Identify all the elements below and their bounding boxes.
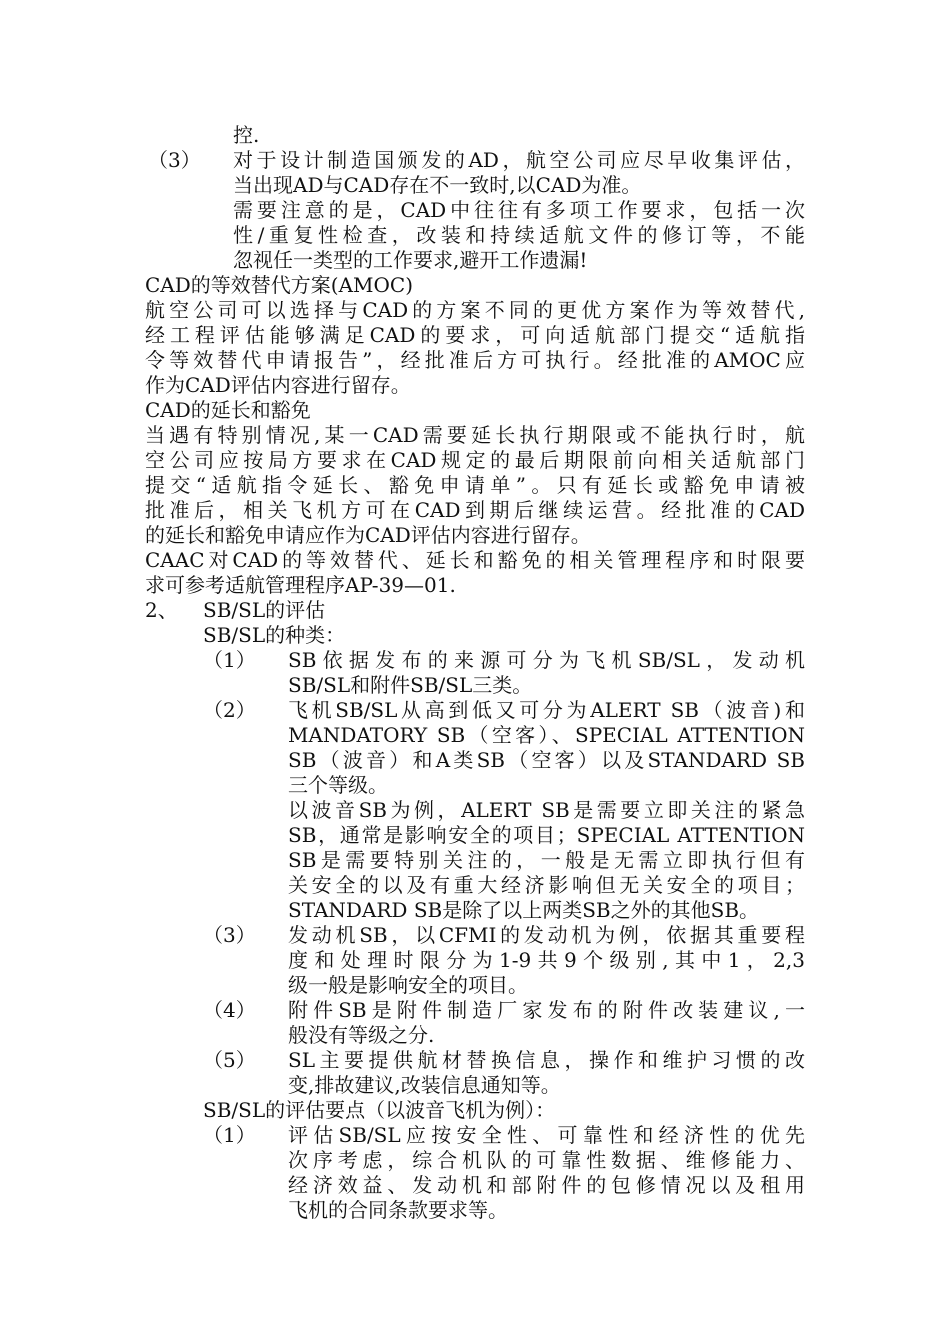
text-line: 令等效替代申请报告”，经批准后方可执行。经批准的AMOC应: [145, 348, 805, 372]
text-line: 度和处理时限分为1-9共9个级别,其中1，2,3: [288, 948, 805, 972]
text-line: 评估SB/SL应按安全性、可靠性和经济性的优先: [288, 1123, 805, 1147]
text-line: 般没有等级之分.: [288, 1023, 435, 1047]
text-line: 航空公司可以选择与CAD的方案不同的更优方案作为等效替代,: [145, 298, 805, 322]
text-line: CAAC对CAD的等效替代、延长和豁免的相关管理程序和时限要: [145, 548, 805, 572]
section-number: 2、: [145, 598, 178, 622]
text-line: 飞机的合同条款要求等。: [288, 1198, 508, 1222]
text-line: STANDARD SB是除了以上两类SB之外的其他SB。: [288, 898, 760, 922]
item-number: （5）: [203, 1048, 256, 1072]
section-heading: CAD的延长和豁免: [145, 398, 311, 422]
text-line: 控.: [233, 123, 260, 147]
text-line: 飞机SB/SL从高到低又可分为ALERT SB（波音)和: [288, 698, 805, 722]
text-line: 当出现AD与CAD存在不一致时,以CAD为准。: [233, 173, 642, 197]
text-line: SL主要提供航材替换信息，操作和维护习惯的改: [288, 1048, 805, 1072]
section-heading: SB/SL的评估: [203, 598, 326, 622]
subsection-heading: SB/SL的种类：: [203, 623, 346, 647]
text-line: 求可参考适航管理程序AP-39—01.: [145, 573, 456, 597]
text-line: 批准后，相关飞机方可在CAD到期后继续运营。经批准的CAD: [145, 498, 805, 522]
text-line: 忽视任一类型的工作要求,避开工作遗漏!: [233, 248, 588, 272]
section-heading: CAD的等效替代方案(AMOC): [145, 273, 414, 297]
text-line: MANDATORY SB（空客）、SPECIAL ATTENTION: [288, 723, 805, 747]
text-line: 以波音SB为例，ALERT SB是需要立即关注的紧急: [288, 798, 805, 822]
text-line: 关安全的以及有重大经济影响但无关安全的项目；: [288, 873, 805, 897]
text-line: SB依据发布的来源可分为飞机SB/SL，发动机: [288, 648, 805, 672]
item-number: （1）: [203, 648, 256, 672]
text-line: 需要注意的是，CAD中往往有多项工作要求，包括一次: [233, 198, 805, 222]
text-line: 附件SB是附件制造厂家发布的附件改装建议,一: [288, 998, 805, 1022]
item-number: （2）: [203, 698, 256, 722]
text-line: 性/重复性检查，改装和持续适航文件的修订等，不能: [233, 223, 805, 247]
text-line: 提交“适航指令延长、豁免申请单”。只有延长或豁免申请被: [145, 473, 805, 497]
text-line: 作为CAD评估内容进行留存。: [145, 373, 411, 397]
item-number: （3）: [203, 923, 256, 947]
text-line: SB，通常是影响安全的项目；SPECIAL ATTENTION: [288, 823, 805, 847]
text-line: 的延长和豁免申请应作为CAD评估内容进行留存。: [145, 523, 591, 547]
text-line: 当遇有特别情况,某一CAD需要延长执行期限或不能执行时，航: [145, 423, 805, 447]
item-number: （1）: [203, 1123, 256, 1147]
text-line: 级一般是影响安全的项目。: [288, 973, 528, 997]
text-line: 空公司应按局方要求在CAD规定的最后期限前向相关适航部门: [145, 448, 805, 472]
text-line: SB/SL和附件SB/SL三类。: [288, 673, 533, 697]
text-line: 三个等级。: [288, 773, 388, 797]
text-line: 对于设计制造国颁发的AD，航空公司应尽早收集评估，: [233, 148, 805, 172]
text-line: 次序考虑，综合机队的可靠性数据、维修能力、: [288, 1148, 805, 1172]
text-line: 变,排故建议,改装信息通知等。: [288, 1073, 561, 1097]
text-line: SB（波音）和A类SB（空客）以及STANDARD SB: [288, 748, 805, 772]
subsection-heading: SB/SL的评估要点（以波音飞机为例）：: [203, 1098, 556, 1122]
text-line: SB是需要特别关注的，一般是无需立即执行但有: [288, 848, 805, 872]
item-number: （3）: [148, 148, 201, 172]
text-line: 经工程评估能够满足CAD的要求，可向适航部门提交“适航指: [145, 323, 805, 347]
text-line: 发动机SB，以CFMI的发动机为例，依据其重要程: [288, 923, 805, 947]
item-number: （4）: [203, 998, 256, 1022]
text-line: 经济效益、发动机和部附件的包修情况以及租用: [288, 1173, 805, 1197]
